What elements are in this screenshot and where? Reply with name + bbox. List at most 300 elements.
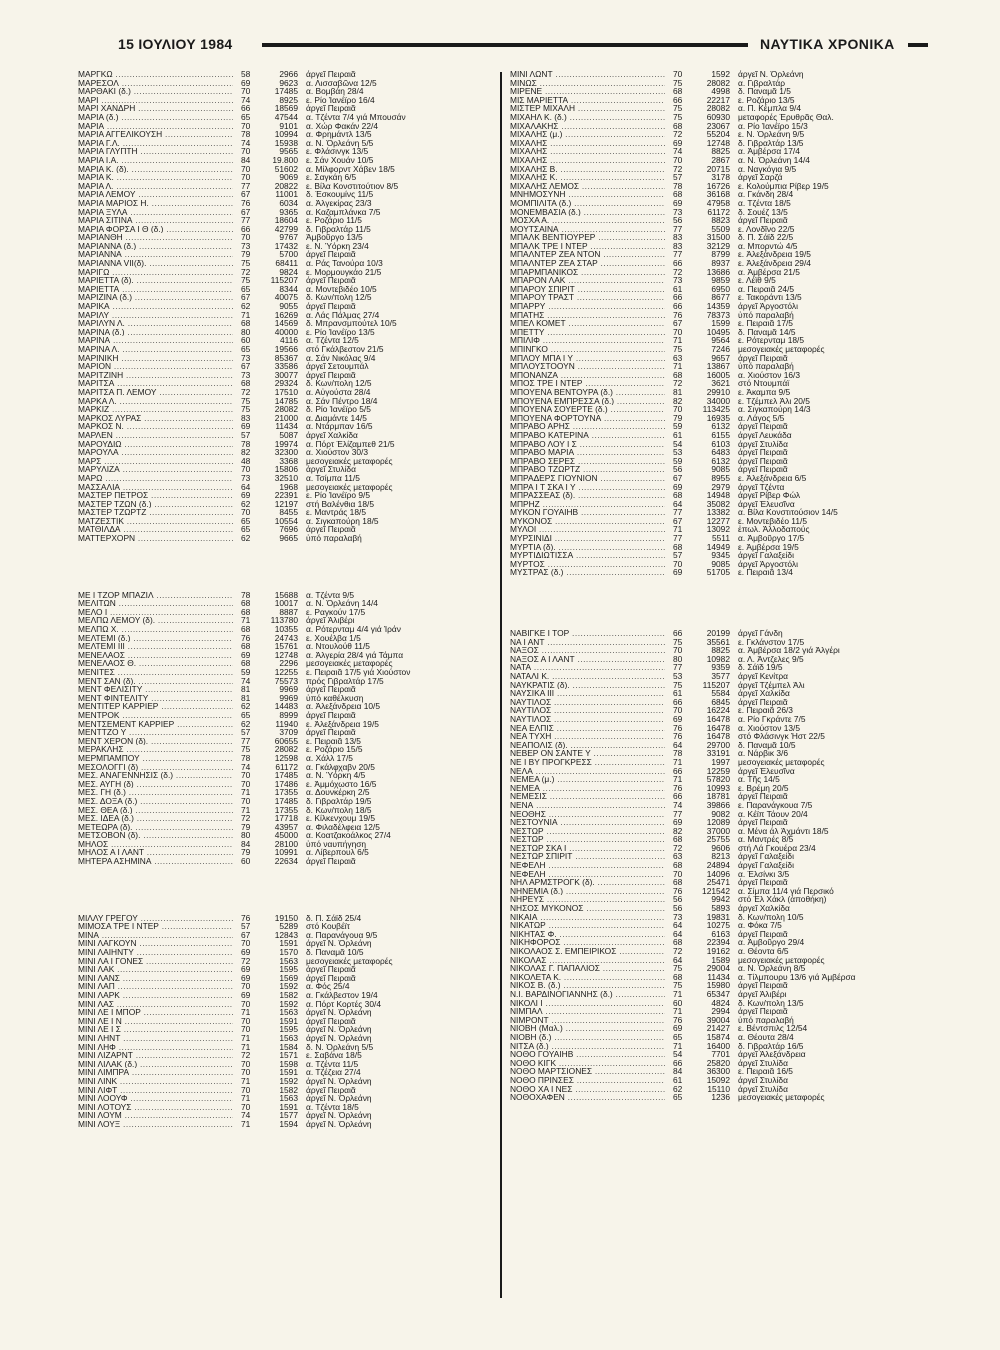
ship-name: ΜΙΣΤΕΡ ΜΙΧΑΛΗ ..... bbox=[510, 104, 665, 113]
ship-name: ΜΑΡΙΝΑ (δ.) ..... bbox=[78, 328, 233, 337]
tonnage: 1592 bbox=[279, 998, 298, 1009]
tonnage: 22634 bbox=[274, 856, 298, 867]
ship-status: δ. Σουέζ 13/5 bbox=[738, 206, 788, 217]
tonnage: 65347 bbox=[706, 988, 730, 999]
build-year: 70 bbox=[673, 868, 683, 879]
build-year: 67 bbox=[241, 361, 251, 372]
build-year: 82 bbox=[673, 395, 683, 406]
ship-status: άργεῖ Χαλκίδα bbox=[738, 688, 790, 699]
ship-row bbox=[510, 139, 910, 148]
journal-title: ΝΑΥΤΙΚΑ ΧΡΟΝΙΚΑ bbox=[760, 36, 895, 52]
ship-status: α. Ρίο Ἰανέϊρο 15/3 bbox=[738, 120, 808, 131]
ship-status: ε. Ροζάριο 15/5 bbox=[306, 744, 363, 755]
ship-row bbox=[78, 70, 478, 79]
build-year: 70 bbox=[241, 1024, 251, 1035]
ship-status: άργεῖ Ἀργοστόλι bbox=[738, 558, 798, 569]
ship-status: ε. Ἀμβέρσα 19/5 bbox=[738, 541, 799, 552]
ship-row bbox=[510, 165, 910, 174]
ship-status: άργεῖ Ἀλιβέρι bbox=[738, 988, 787, 999]
tonnage: 7696 bbox=[279, 524, 298, 535]
build-year: 57 bbox=[673, 172, 683, 183]
ship-status: ὑπό καθέλκυση bbox=[306, 692, 364, 703]
ship-name: ΝΟΘΟ ΜΑΡΤΣΙΟΝΕΣ ..... bbox=[510, 1067, 665, 1076]
tonnage: 19831 bbox=[706, 911, 730, 922]
build-year: 66 bbox=[673, 258, 683, 269]
ship-row bbox=[78, 720, 478, 729]
ship-status: ε. Πειραιᾶ 26/3 bbox=[738, 705, 793, 716]
ship-status: άργεῖ Πειραιᾶ bbox=[738, 447, 788, 458]
tonnage: 9942 bbox=[711, 894, 730, 905]
tonnage: 13382 bbox=[706, 507, 730, 518]
tonnage: 5893 bbox=[711, 903, 730, 914]
ship-status: ε. Μαντράς 18/5 bbox=[306, 507, 366, 518]
ship-name: ΝΕΒΕΡ ΟΝ ΣΑΝΤΕ Υ ..... bbox=[510, 749, 665, 758]
ship-name: ΜΑΡΣ ..... bbox=[78, 457, 233, 466]
ship-status: άργεῖ Πειραιᾶ bbox=[738, 877, 788, 888]
ship-status: α. Π. Κέμπλα 9/4 bbox=[738, 103, 801, 114]
ship-row bbox=[78, 293, 478, 302]
ship-name: ΜΙΝΙ ΛΑΙΗΝΤΥ ..... bbox=[78, 948, 233, 957]
ship-status: άργεῖ Πειραιᾶ bbox=[738, 928, 788, 939]
build-year: 75 bbox=[673, 103, 683, 114]
ship-name: ΜΑΡΙΑ ΑΓΓΕΛΙΚΟΥΣΗ ..... bbox=[78, 130, 233, 139]
ship-name: ΜΠΑΛΝΤΕΡ ΖΕΑ ΝΤΟΝ ..... bbox=[510, 250, 665, 259]
build-year: 73 bbox=[241, 472, 251, 483]
build-year: 79 bbox=[241, 249, 251, 260]
ship-row bbox=[510, 663, 910, 672]
ship-status: α. Τζέντα 18/5 bbox=[306, 1101, 359, 1112]
ship-row bbox=[78, 957, 478, 966]
build-year: 53 bbox=[673, 447, 683, 458]
ship-status: α. Ν. Ὀρλεάνη 14/4 bbox=[738, 154, 810, 165]
build-year: 68 bbox=[673, 971, 683, 982]
ship-status: ε. Ἀλεξάνδρεια 19/5 bbox=[738, 249, 811, 260]
build-year: 71 bbox=[241, 1093, 251, 1104]
ship-row bbox=[510, 525, 910, 534]
ship-status: ε. Βίλα Κονστιτούτιον 8/5 bbox=[306, 180, 399, 191]
ship-row bbox=[78, 1043, 478, 1052]
ship-name: ΜΠΡΗΖ ..... bbox=[510, 500, 665, 509]
ship-name: ΜΙΝΙ ΛΟΟΥΦ ..... bbox=[78, 1094, 233, 1103]
ship-name: ΜΙΝΑ ..... bbox=[78, 931, 233, 940]
ship-status: ὑπό ναυπήγηση bbox=[306, 838, 367, 849]
ship-name: ΝΗΡΕΥΣ ..... bbox=[510, 895, 665, 904]
build-year: 67 bbox=[673, 472, 683, 483]
build-year: 71 bbox=[673, 988, 683, 999]
ship-name: ΜΙΛΛΥ ΓΡΕΓΟΥ ..... bbox=[78, 914, 233, 923]
tonnage: 1589 bbox=[711, 954, 730, 965]
tonnage: 51602 bbox=[274, 163, 298, 174]
build-year: 74 bbox=[241, 94, 251, 105]
tonnage: 14096 bbox=[706, 868, 730, 879]
ship-name: ΜΕΣ. ΓΗ (δ.) ..... bbox=[78, 788, 233, 797]
build-year: 60 bbox=[673, 997, 683, 1008]
ship-name: ΜΠΡΑΒΟ ΣΕΡΕΣ ..... bbox=[510, 457, 665, 466]
ship-status: άργεῖ Ν. Ὀρλεάνη bbox=[306, 1024, 372, 1035]
ship-status: ε. Ν. Ὑόρκη 23/4 bbox=[306, 240, 369, 251]
build-year: 72 bbox=[673, 163, 683, 174]
ship-name: ΜΙΧΑΛΑΚΗΣ ..... bbox=[510, 122, 665, 131]
ship-status: άργεῖ Πειραιᾶ bbox=[738, 421, 788, 432]
build-year: 83 bbox=[241, 412, 251, 423]
tonnage: 33191 bbox=[706, 748, 730, 759]
build-year: 70 bbox=[241, 1101, 251, 1112]
ship-name: ΝΕΝΑ ..... bbox=[510, 801, 665, 810]
ship-status: μεσογειακές μεταφορές bbox=[738, 756, 825, 767]
ship-status: α. Μίλφορντ Χάβεν 18/5 bbox=[306, 163, 395, 174]
build-year: 74 bbox=[241, 761, 251, 772]
ship-name: ΜΑΡΙΑ ΜΑΡΙΟΣ Η. ..... bbox=[78, 199, 233, 208]
tonnage: 1592 bbox=[279, 981, 298, 992]
ship-row bbox=[78, 474, 478, 483]
tonnage: 113780 bbox=[270, 615, 298, 626]
ship-name: ΜΥΚΟΝΟΣ ..... bbox=[510, 517, 665, 526]
tonnage: 1599 bbox=[711, 318, 730, 329]
ship-name: ΜΙΝΙ ΛΕ Ι Ν ..... bbox=[78, 1017, 233, 1026]
tonnage: 12748 bbox=[706, 137, 730, 148]
ship-row bbox=[78, 948, 478, 957]
build-year: 66 bbox=[673, 696, 683, 707]
ship-row bbox=[78, 448, 478, 457]
ship-status: άργεῖ Πειραιᾶ bbox=[306, 275, 356, 286]
tonnage: 9365 bbox=[279, 206, 298, 217]
build-year: 71 bbox=[673, 1006, 683, 1017]
ship-status: α. Φόκα 7/5 bbox=[738, 920, 782, 931]
ship-name: ΜΥΣΤΡΑΣ (δ.) ..... bbox=[510, 568, 665, 577]
build-year: 71 bbox=[241, 804, 251, 815]
build-year: 80 bbox=[241, 830, 251, 841]
build-year: 68 bbox=[673, 541, 683, 552]
ship-row bbox=[510, 947, 910, 956]
ship-name: ΜΙΝΙ ΛΟΥΜ ..... bbox=[78, 1111, 233, 1120]
ship-name: ΜΑΤΤΕΡΧΟΡΝ ..... bbox=[78, 534, 233, 543]
tonnage: 113425 bbox=[702, 404, 730, 415]
ship-status: α. Λίβερπουλ 6/5 bbox=[306, 847, 369, 858]
build-year: 77 bbox=[673, 507, 683, 518]
tonnage: 55204 bbox=[706, 129, 730, 140]
ship-name: ΜΕΝΤΡΟΚ ..... bbox=[78, 711, 233, 720]
tonnage: 5289 bbox=[279, 921, 298, 932]
tonnage: 61172 bbox=[707, 206, 730, 217]
build-year: 74 bbox=[241, 675, 251, 686]
tonnage: 9069 bbox=[279, 172, 298, 183]
ship-name: ΜΕΛΠΩ ΛΕΜΟΥ (δ). ..... bbox=[78, 616, 233, 625]
ship-status: α. Παρανάγουα 9/5 bbox=[306, 929, 378, 940]
ship-name: ΝΙΟΒΗ (δ.) ..... bbox=[510, 1033, 665, 1042]
ship-name: ΝΙΚΟΛΑΣ Γ. ΠΑΠΑΛΙΟΣ ..... bbox=[510, 964, 665, 973]
tonnage: 1577 bbox=[279, 1110, 298, 1121]
ship-name: ΜΠΡΑΒΟ ΤΖΩΡΤΖ ..... bbox=[510, 465, 665, 474]
ship-row bbox=[510, 749, 910, 758]
ship-row bbox=[510, 250, 910, 259]
ship-status: ε. Γκλάνστον 17/5 bbox=[738, 636, 805, 647]
ship-status: άργεῖ Πειραιᾶ bbox=[738, 352, 788, 363]
ship-name: ΜΑΡΙΕΤΤΑ (δ). ..... bbox=[78, 276, 233, 285]
section-gap bbox=[78, 543, 478, 591]
build-year: 70 bbox=[241, 938, 251, 949]
ship-row bbox=[78, 113, 478, 122]
ship-status: στό Ἐλ Χάκλ (ἀποθήκη) bbox=[738, 894, 827, 905]
ship-name: ΜΥΡΣΙΝΙΔΙ ..... bbox=[510, 534, 665, 543]
ship-name: ΝΕΣΤΩΡ ..... bbox=[510, 827, 665, 836]
ship-list-section bbox=[510, 629, 910, 1102]
ship-name: ΜΑΡΙΑ ΓΛΥΠΤΗ ..... bbox=[78, 147, 233, 156]
ship-status: α. Τζέντα 11/5 bbox=[306, 1058, 359, 1069]
build-year: 59 bbox=[673, 421, 683, 432]
tonnage: 14359 bbox=[706, 301, 730, 312]
ship-name: ΜΑΡΙΑ ΣΙΤΙΝΑ ..... bbox=[78, 216, 233, 225]
tonnage: 5511 bbox=[711, 533, 730, 544]
tonnage: 9345 bbox=[711, 550, 730, 561]
ship-status: άργεῖ Πειραιᾶ bbox=[738, 696, 788, 707]
ship-status: πρός Γιβραλτάρ 17/5 bbox=[306, 675, 384, 686]
build-year: 70 bbox=[241, 998, 251, 1009]
ship-list-section bbox=[78, 70, 478, 543]
build-year: 69 bbox=[241, 77, 251, 88]
ship-row bbox=[510, 147, 910, 156]
ship-name: ΜΑΡΕΣΟΛ ..... bbox=[78, 79, 233, 88]
ship-row bbox=[510, 276, 910, 285]
ship-status: α. Γκάλφχαβν 20/5 bbox=[306, 761, 375, 772]
tonnage: 2867 bbox=[711, 154, 730, 165]
ship-name: ΜΙΧΑΛΗΣ Κ. ..... bbox=[510, 173, 665, 182]
tonnage: 19974 bbox=[274, 438, 298, 449]
ship-status: ε. Ἀλεξάνδρεια 19/5 bbox=[306, 718, 379, 729]
ship-name: ΝΙΚΑΤΩΡ ..... bbox=[510, 921, 665, 930]
ship-status: α. Λισσαβῶνα 12/5 bbox=[306, 77, 377, 88]
ship-name: ΝΕΦΕΛΗ ..... bbox=[510, 870, 665, 879]
ship-name: ΜΙΝΙ ΛΑΠ ..... bbox=[78, 982, 233, 991]
ship-status: άργεῖ Πειραιᾶ bbox=[306, 1015, 356, 1026]
tonnage: 6950 bbox=[711, 283, 730, 294]
ship-status: στή Βαλένθια 18/5 bbox=[306, 498, 374, 509]
ship-status: α. Μπορντώ 4/5 bbox=[738, 240, 798, 251]
ship-name: ΜΙΝΩΣ ..... bbox=[510, 79, 665, 88]
ship-row bbox=[78, 190, 478, 199]
build-year: 74 bbox=[673, 146, 683, 157]
tonnage: 12259 bbox=[706, 765, 730, 776]
tonnage: 33586 bbox=[274, 361, 298, 372]
ship-name: ΜΠΡΑΣΣΕΑΣ (δ). ..... bbox=[510, 491, 665, 500]
ship-name: ΜΠΟΝΑΝΖΑ ..... bbox=[510, 371, 665, 380]
tonnage: 45000 bbox=[274, 830, 298, 841]
build-year: 69 bbox=[673, 817, 683, 828]
ship-status: δ. Γιβραλτάρ 11/5 bbox=[306, 223, 371, 234]
ship-status: άργεῖ Πειραιᾶ bbox=[306, 964, 356, 975]
build-year: 65 bbox=[241, 111, 251, 122]
build-year: 64 bbox=[673, 498, 683, 509]
tonnage: 9055 bbox=[279, 301, 298, 312]
ship-name: ΜΙΡΕΝΕ ..... bbox=[510, 87, 665, 96]
ship-row bbox=[510, 638, 910, 647]
tonnage: 18781 bbox=[706, 791, 730, 802]
ship-name: ΝΑΥΤΙΛΟΣ ..... bbox=[510, 715, 665, 724]
ship-row bbox=[510, 1042, 910, 1051]
ship-name: ΜΑΣΣΑΛΙΑ ..... bbox=[78, 483, 233, 492]
build-year: 76 bbox=[673, 1014, 683, 1025]
ship-status: άργεῖ Χαλκίδα bbox=[306, 429, 358, 440]
tonnage: 1591 bbox=[279, 1101, 298, 1112]
build-year: 75 bbox=[241, 395, 251, 406]
ship-status: α. Φιλαδέλφεια 12/5 bbox=[306, 821, 380, 832]
ship-name: ΝΗΛ ΑΡΜΣΤΡΟΓΚ (δ). ..... bbox=[510, 878, 665, 887]
ship-status: άργεῖ Γαλαξείδι bbox=[738, 550, 794, 561]
ship-status: άργεῖ Ν. Ὀρλεάνη bbox=[306, 1032, 372, 1043]
build-year: 61 bbox=[673, 688, 683, 699]
ship-status: άργεῖ Στυλίδα bbox=[738, 1074, 788, 1085]
build-year: 70 bbox=[241, 981, 251, 992]
ship-status: ε. Σαγκάη 6/5 bbox=[306, 172, 357, 183]
ship-status: ε. Χουέλβα 1/5 bbox=[306, 632, 361, 643]
ship-status: δ. Ρίο Ἰανέϊρο 5/5 bbox=[306, 404, 371, 415]
ship-name: ΜΕΛΙΤΩΝ ..... bbox=[78, 599, 233, 608]
build-year: 71 bbox=[673, 524, 683, 535]
ship-name: ΜΙΝΙ ΛΗΝΤ ..... bbox=[78, 1034, 233, 1043]
ship-status: α. Μαντρές 8/5 bbox=[738, 834, 794, 845]
tonnage: 1584 bbox=[279, 1041, 298, 1052]
build-year: 56 bbox=[673, 894, 683, 905]
ship-status: δ. Κων/πολη 12/5 bbox=[306, 292, 372, 303]
tonnage: 1595 bbox=[279, 1024, 298, 1035]
ship-name: ΜΕΤΕΩΡΑ (δ). ..... bbox=[78, 823, 233, 832]
tonnage: 15938 bbox=[274, 137, 298, 148]
ship-status: άργεῖ Ν. Ὀρλεάνη bbox=[306, 1007, 372, 1018]
header-rule bbox=[262, 43, 748, 47]
ship-status: άργεῖ Πειραιᾶ bbox=[738, 980, 788, 991]
ship-status: ε. Ἀκαμπα 9/5 bbox=[738, 386, 791, 397]
tonnage: 17355 bbox=[274, 804, 298, 815]
build-year: 70 bbox=[241, 770, 251, 781]
ship-status: άργεῖ Πειραιᾶ bbox=[306, 709, 356, 720]
ship-status: δ. Σάϊδ 19/5 bbox=[738, 662, 783, 673]
ship-name: ΜΑΡΥΛΙΖΑ ..... bbox=[78, 465, 233, 474]
ship-row bbox=[78, 534, 478, 543]
ship-row bbox=[78, 525, 478, 534]
ship-name: ΜΙΜΟΣΑ ΤΡΕ Ι ΝΤΕΡ ..... bbox=[78, 922, 233, 931]
ship-status: α. Ντάρμπαν 16/5 bbox=[306, 421, 373, 432]
ship-name: ΝΑΥΣΙΚΑ ΙΙΙ ..... bbox=[510, 689, 665, 698]
build-year: 68 bbox=[673, 86, 683, 97]
tonnage: 78373 bbox=[706, 309, 730, 320]
ship-name: ΜΑΡΙΑΝΝΑ (δ.) ..... bbox=[78, 242, 233, 251]
right-column bbox=[510, 70, 910, 1102]
tonnage: 8925 bbox=[279, 94, 298, 105]
tonnage: 9859 bbox=[711, 275, 730, 286]
tonnage: 10991 bbox=[274, 847, 298, 858]
ship-name: ΜΑΡΟΥΔΙΩ ..... bbox=[78, 440, 233, 449]
build-year: 70 bbox=[673, 154, 683, 165]
ship-row bbox=[78, 517, 478, 526]
ship-status: α. Ν. Ὑόρκη 4/5 bbox=[306, 770, 366, 781]
ship-status: άργεῖ Λευκάδα bbox=[738, 429, 792, 440]
tonnage: 28100 bbox=[274, 838, 298, 849]
ship-list-section bbox=[78, 591, 478, 866]
ship-status: άργεῖ Πειραιᾶ bbox=[738, 455, 788, 466]
tonnage: 3178 bbox=[711, 172, 730, 183]
build-year: 72 bbox=[673, 842, 683, 853]
build-year: 77 bbox=[673, 662, 683, 673]
ship-status: άργεῖ Ν. Ὀρλεάνη bbox=[306, 938, 372, 949]
ship-name: ΜΙΝΙ ΛΗΦ ..... bbox=[78, 1043, 233, 1052]
build-year: 66 bbox=[673, 765, 683, 776]
ship-name: ΜΙΝΙ ΛΑΝΣ ..... bbox=[78, 974, 233, 983]
ship-status: άργεῖ Γαλαξείδι bbox=[738, 851, 794, 862]
build-year: 64 bbox=[673, 928, 683, 939]
ship-status: μεσογειακές μεταφορές bbox=[306, 455, 393, 466]
build-year: 84 bbox=[241, 838, 251, 849]
ship-name: ΜΑΡΟΥΛΑ ..... bbox=[78, 448, 233, 457]
ship-row bbox=[78, 328, 478, 337]
build-year: 72 bbox=[241, 266, 251, 277]
ship-status: α. Φός 25/4 bbox=[306, 981, 350, 992]
ship-name: ΝΑΞΟΣ ..... bbox=[510, 646, 665, 655]
tonnage: 9359 bbox=[711, 662, 730, 673]
build-year: 71 bbox=[673, 335, 683, 346]
tonnage: 39004 bbox=[706, 1014, 730, 1025]
ship-status: α. Λ. Ἀντζελες 9/5 bbox=[738, 653, 804, 664]
ship-status: δ. Π. Σάϊδ 25/4 bbox=[306, 912, 362, 923]
ship-name: ΜΙΧΑΛΗΣ ..... bbox=[510, 147, 665, 156]
ship-name: ΜΙΝΙ ΛΙΛΑΚ (δ.) ..... bbox=[78, 1060, 233, 1069]
ship-status: α. Τσίμπα 11/5 bbox=[306, 472, 360, 483]
build-year: 65 bbox=[241, 283, 251, 294]
tonnage: 17486 bbox=[274, 778, 298, 789]
ship-status: α. Τζέντα 7/4 γιά Μπουσάν bbox=[306, 111, 406, 122]
build-year: 62 bbox=[241, 533, 251, 544]
ship-name: ΜΑΡΙ ..... bbox=[78, 96, 233, 105]
ship-status: άργεῖ Ἀργοστόλι bbox=[738, 301, 798, 312]
build-year: 58 bbox=[241, 69, 251, 79]
ship-name: ΜΑΣΤΕΡ ΤΖΩΡΤΖ ..... bbox=[78, 508, 233, 517]
ship-name: ΜΕΣ. ΘΕΑ (δ.) ..... bbox=[78, 806, 233, 815]
tonnage: 4998 bbox=[711, 86, 730, 97]
ship-name: ΜΕΣΟΛΟΓΓΙ (δ) ..... bbox=[78, 763, 233, 772]
ship-name: ΜΠΛΟΥΣΤΟΟΥΝ ..... bbox=[510, 362, 665, 371]
ship-name: ΝΟΘΟ ΧΑ Ι ΝΕΣ ..... bbox=[510, 1085, 665, 1094]
tonnage: 14948 bbox=[706, 490, 730, 501]
build-year: 78 bbox=[241, 438, 251, 449]
ship-name: ΜΥΡΤΟΣ ..... bbox=[510, 560, 665, 569]
build-year: 61 bbox=[673, 429, 683, 440]
ship-name: ΜΕΤΣΟΒΟΝ (δ). ..... bbox=[78, 831, 233, 840]
build-year: 70 bbox=[673, 404, 683, 415]
ship-name: ΜΑΡΙΤΖΙΝΗ ..... bbox=[78, 371, 233, 380]
build-year: 74 bbox=[241, 1110, 251, 1121]
ship-name: ΜΟΝΕΜΒΑΣΙΑ (δ.) ..... bbox=[510, 208, 665, 217]
ship-status: δ. Κων/πολη 12/5 bbox=[306, 378, 372, 389]
ship-name: ΜΕΝΤΣΕΜΕΝΤ ΚΑΡΡΙΕΡ ..... bbox=[78, 720, 233, 729]
ship-name: ΝΙΤΣΑ (δ.) ..... bbox=[510, 1042, 665, 1051]
ship-status: Ἀμβοῦργο 13/5 bbox=[306, 232, 363, 243]
tonnage: 8823 bbox=[711, 215, 730, 226]
ship-row bbox=[510, 844, 910, 853]
ship-name: ΜΥΡΤΙΑ (δ). ..... bbox=[510, 543, 665, 552]
ship-row bbox=[510, 311, 910, 320]
ship-name: ΜΙΝΙ ΛΕ Ι Σ ..... bbox=[78, 1025, 233, 1034]
tonnage: 5509 bbox=[711, 223, 730, 234]
section-gap bbox=[510, 577, 910, 629]
tonnage: 8887 bbox=[279, 606, 298, 617]
ship-name: ΜΑΡΘΑΚΙ (δ.) ..... bbox=[78, 87, 233, 96]
build-year: 67 bbox=[241, 292, 251, 303]
build-year: 73 bbox=[241, 352, 251, 363]
ship-name: ΜΑΡΙΛΥΝ Λ. ..... bbox=[78, 319, 233, 328]
build-year: 75 bbox=[241, 404, 251, 415]
ship-name: ΝΙΚΟΛΕΤΑ Κ. ..... bbox=[510, 973, 665, 982]
tonnage: 4116 bbox=[279, 335, 298, 346]
build-year: 63 bbox=[673, 352, 683, 363]
build-year: 75 bbox=[241, 744, 251, 755]
